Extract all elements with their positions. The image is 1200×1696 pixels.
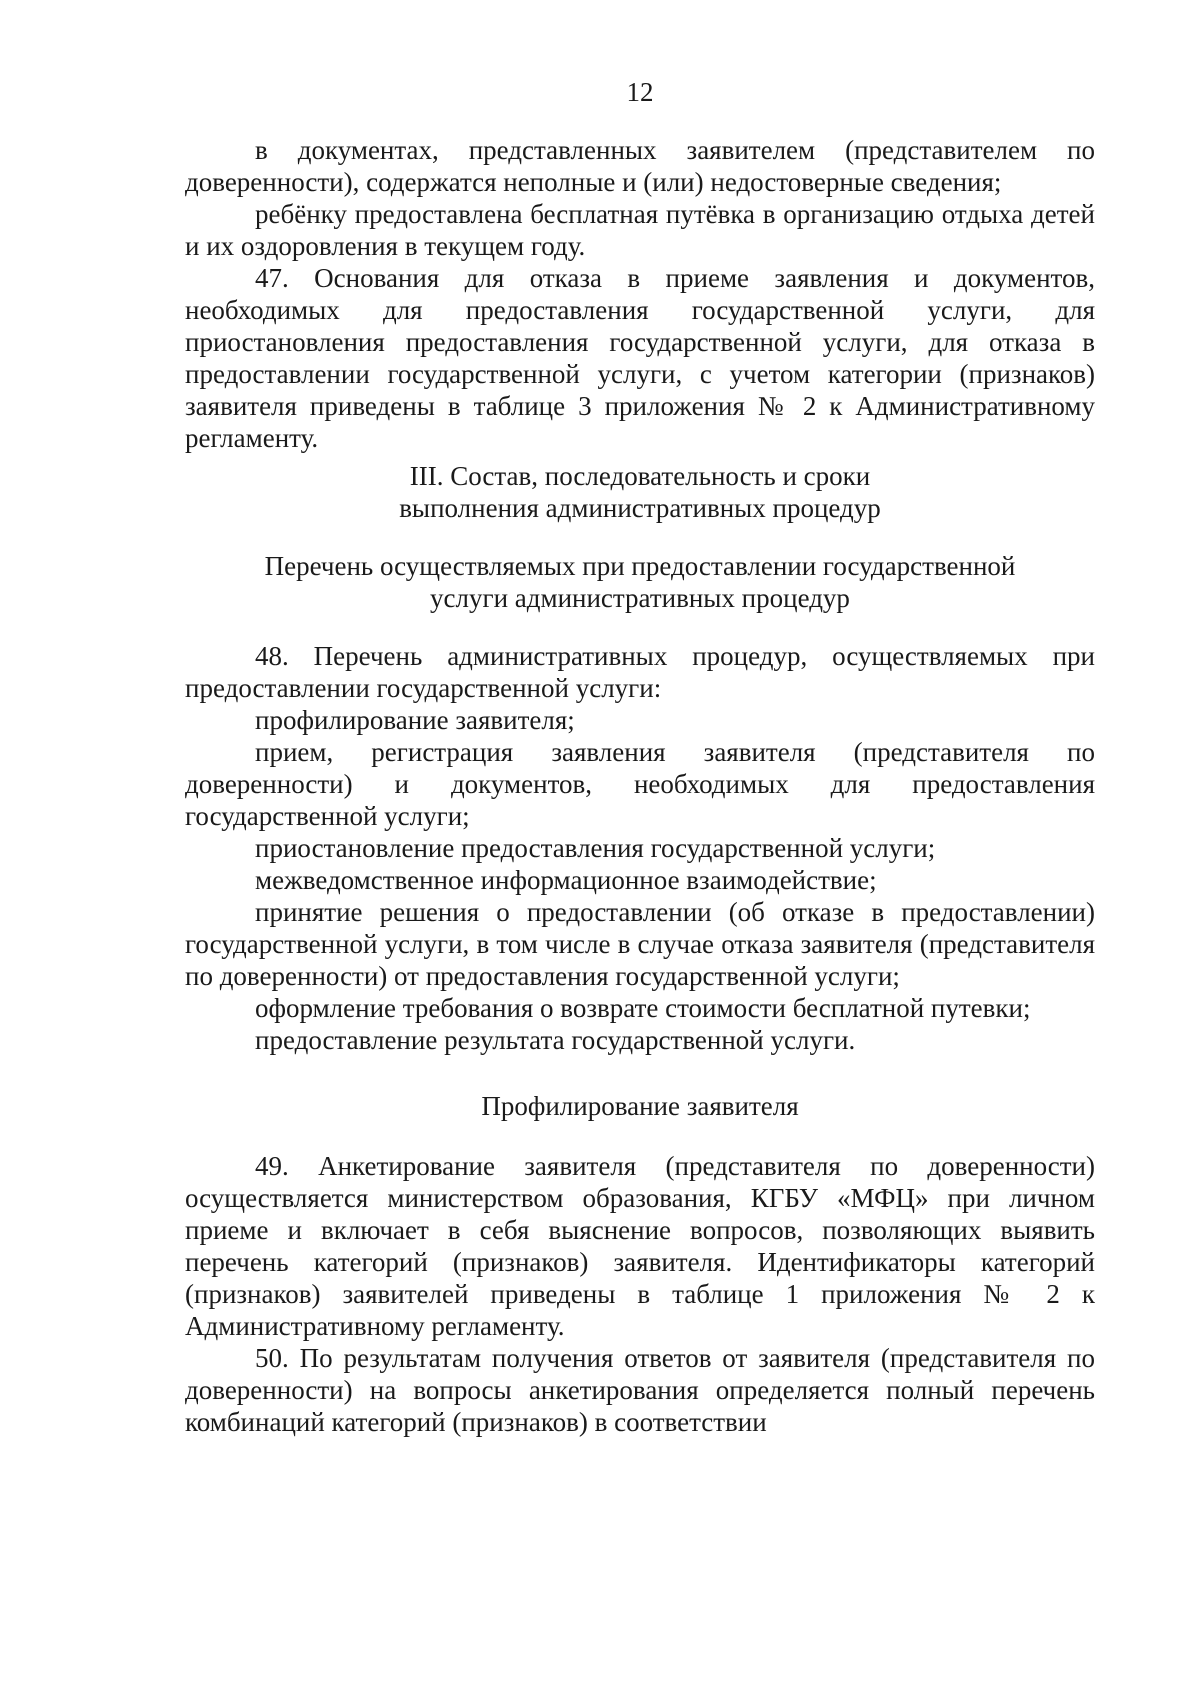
list-item: межведомственное информационное взаимодействие; xyxy=(255,865,877,895)
paragraph: ребёнку предоставлена бесплатная путёвка в организацию отдыха детей и их оздоровления в текущем году. xyxy=(185,199,1095,261)
paragraph-50: 50. По результатам получения ответов от заявителя (представителя по доверенности) на вопросы анкетирования определяется полный перечень комбинаций категорий (признаков) в соответствии xyxy=(185,1343,1095,1437)
list-item: профилирование заявителя; xyxy=(255,705,575,735)
list-item: принятие решения о предоставлении (об отказе в предоставлении) государственной услуги, в том числе в случае отказа заявителя (представителя по доверенности) от предоставления государственной услуги; xyxy=(185,897,1095,991)
text-block-2 xyxy=(185,640,1095,1056)
paragraph-48: 48. Перечень административных процедур, осуществляемых при предоставлении государственной услуги: xyxy=(185,641,1095,703)
list-item: предоставление результата государственной услуги. xyxy=(255,1025,856,1055)
paragraph-49: 49. Анкетирование заявителя (представителя по доверенности) осуществляется министерством образования, КГБУ «МФЦ» при личном приеме и включает в себя выяснение вопросов, позволяющих выявить перечень категорий (признаков) заявителя. Идентификаторы категорий (признаков) заявителей приведены в таблице 1 приложения № 2 к Административному регламенту. xyxy=(185,1151,1095,1341)
section-heading xyxy=(185,460,1095,524)
list-item: прием, регистрация заявления заявителя (представителя по доверенности) и документов, необходимых для предоставления государственной услуги; xyxy=(185,737,1095,831)
text-block-3 xyxy=(185,1150,1095,1438)
subheading-profiling: Профилирование заявителя xyxy=(481,1091,799,1121)
list-item: оформление требования о возврате стоимости бесплатной путевки; xyxy=(255,993,1031,1023)
subheading-line-1: Перечень осуществляемых при предоставлении государственной xyxy=(264,551,1016,581)
page-number: 12 xyxy=(626,77,654,107)
section-heading-line-1: III. Состав, последовательность и сроки xyxy=(409,461,871,491)
paragraph-47: 47. Основания для отказа в приеме заявления и документов, необходимых для предоставления государственной услуги, для приостановления предоставления государственной услуги, для отказа в предоставлении государственной услуги, с учетом категории (признаков) заявителя приведены в таблице 3 приложения № 2 к Административному регламенту. xyxy=(185,263,1095,453)
subheading-line-2: услуги административных процедур xyxy=(430,583,850,613)
subheading-procedures xyxy=(185,550,1095,614)
section-heading-line-2: выполнения административных процедур xyxy=(399,493,881,523)
list-item: приостановление предоставления государственной услуги; xyxy=(255,833,936,863)
paragraph: в документах, представленных заявителем (представителем по доверенности), содержатся неполные и (или) недостоверные сведения; xyxy=(185,135,1095,197)
text-block-1 xyxy=(185,134,1095,454)
